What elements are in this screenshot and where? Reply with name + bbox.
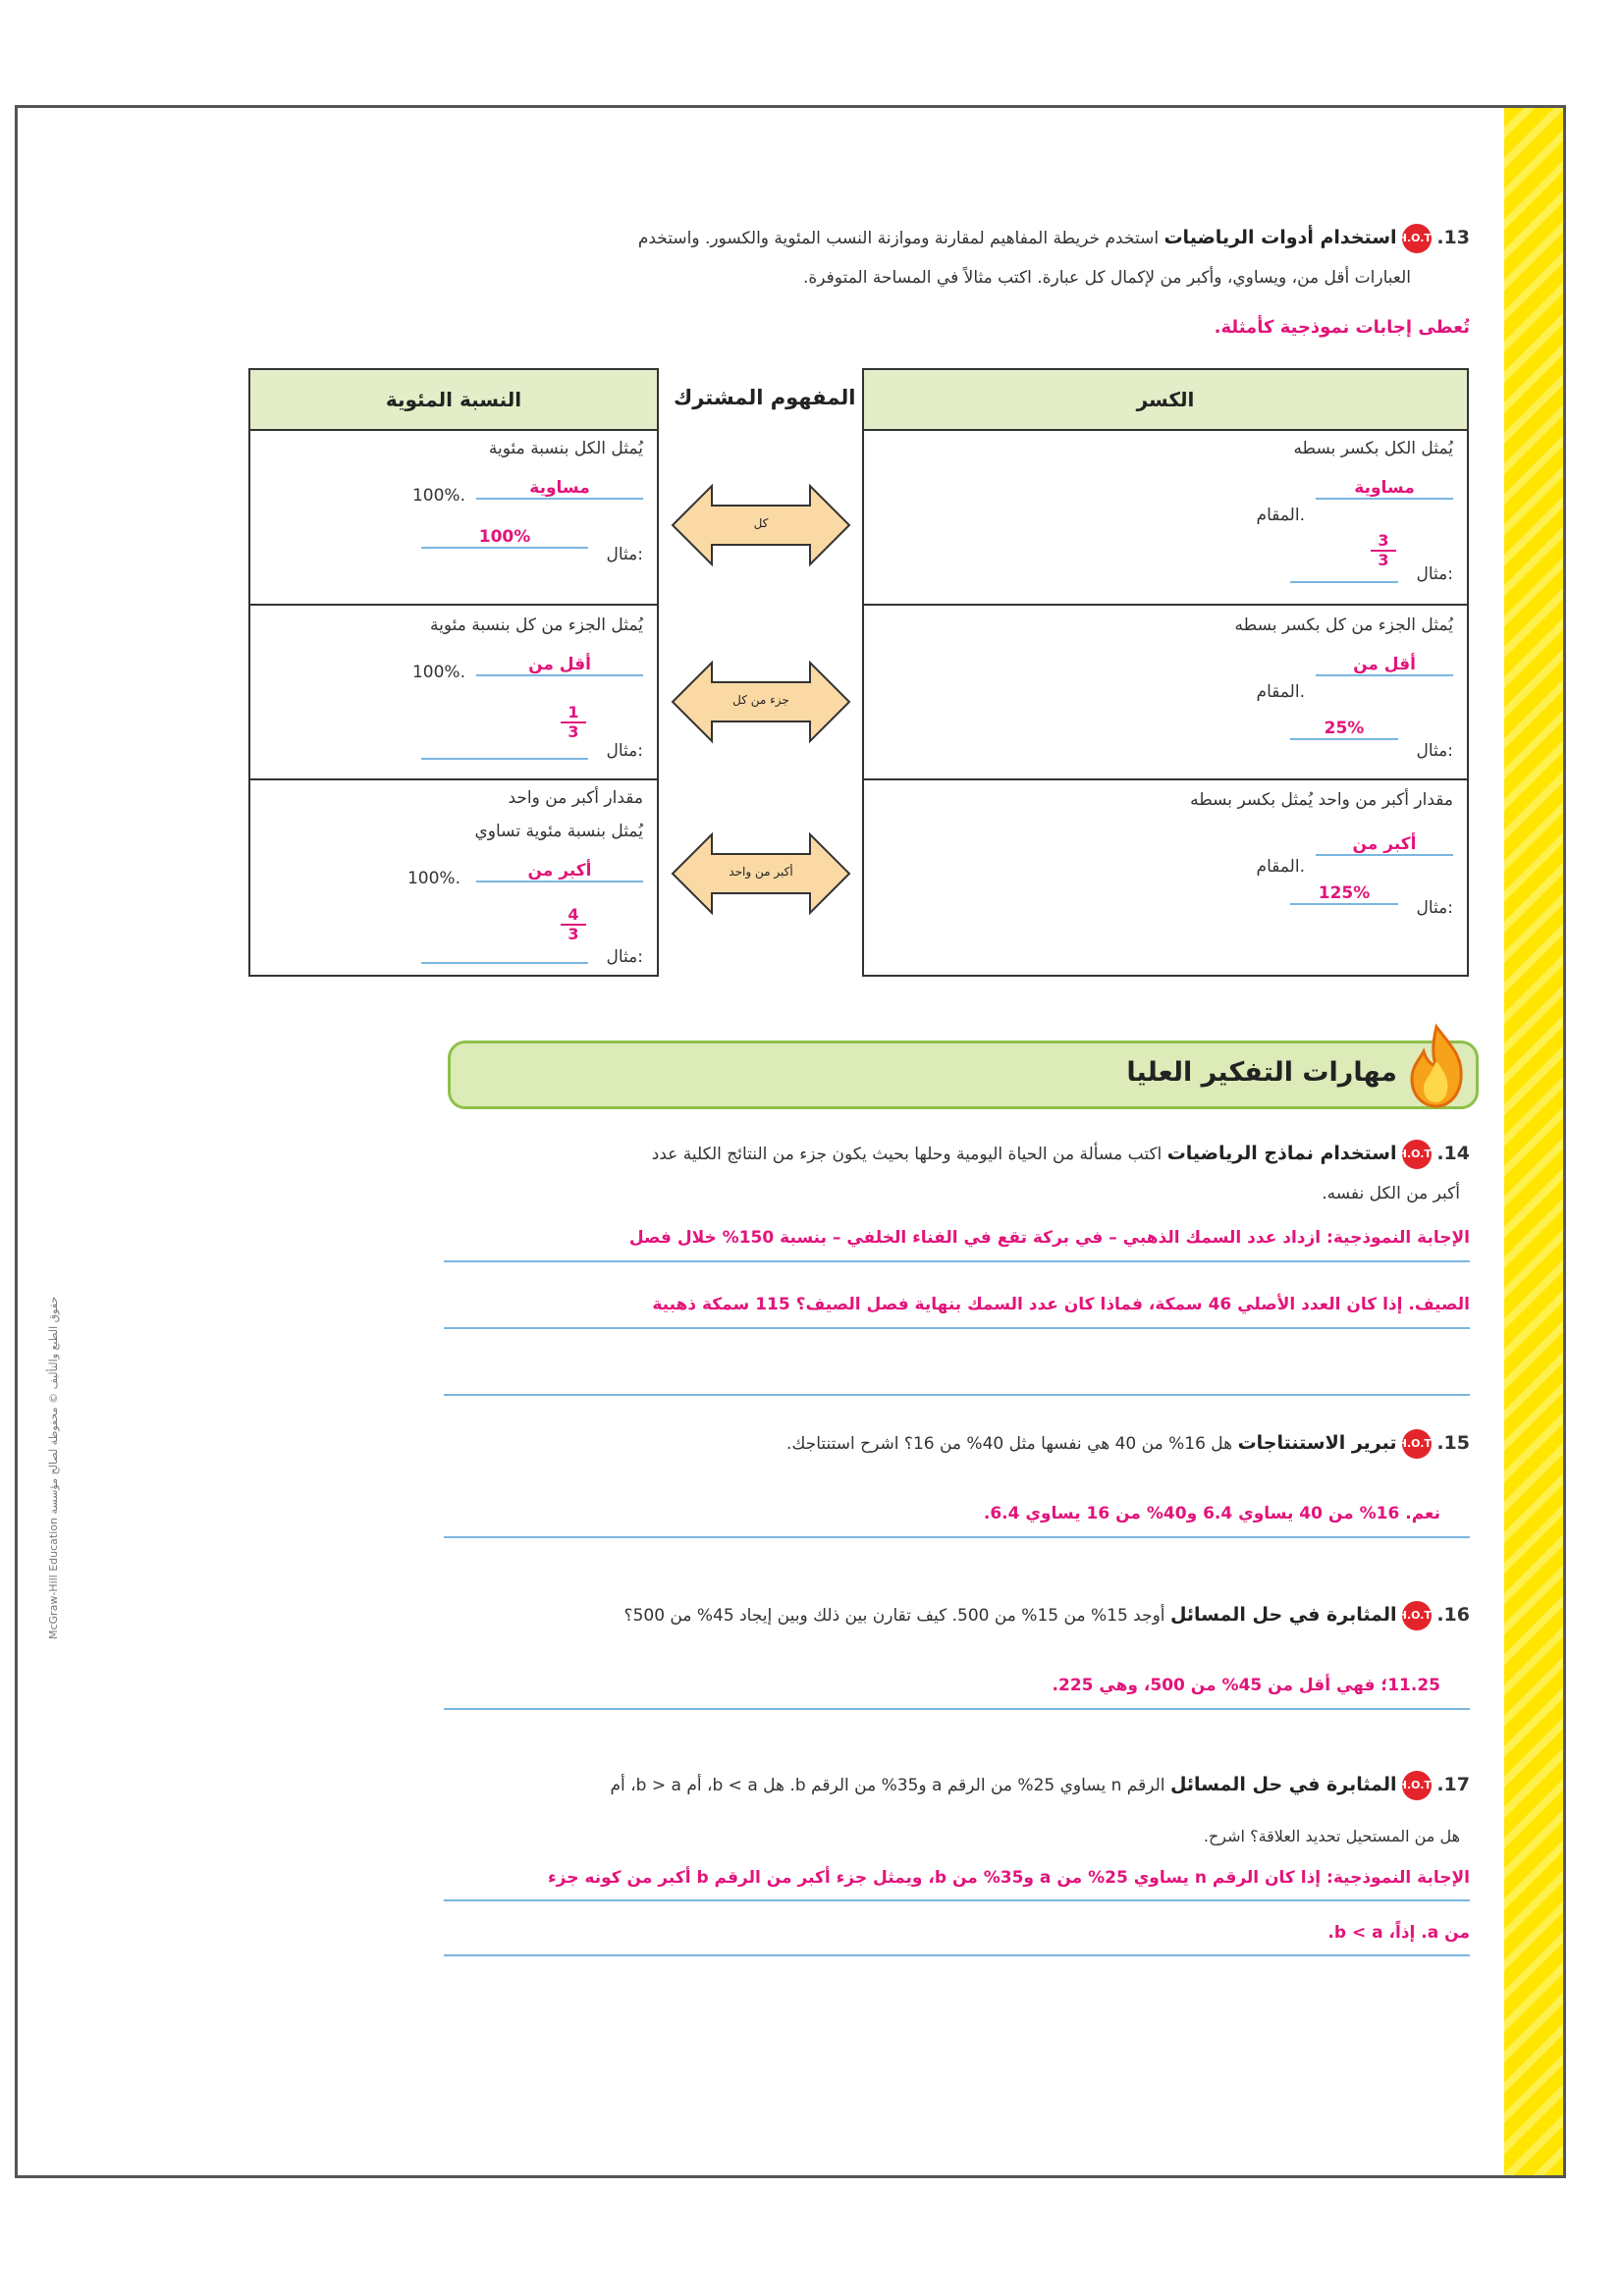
page-frame [15, 105, 1566, 2178]
denominator: 3 [568, 722, 579, 741]
fill-example[interactable]: 125% [1290, 883, 1398, 905]
yellow-side-strip [1504, 108, 1563, 2175]
question-number: 17. [1436, 1774, 1470, 1795]
example-label: مثال: [1416, 564, 1453, 584]
denominator: 3 [568, 925, 579, 943]
crown-icon: H.O.T [1402, 1429, 1432, 1459]
example-label: مثال: [1416, 898, 1453, 918]
fraction-box [862, 368, 1469, 977]
crown-icon: H.O.T [1402, 1601, 1432, 1630]
arrow-label: جزء من كل [732, 693, 789, 707]
fill-answer[interactable]: أكبر من [476, 861, 643, 882]
question-label: استخدام نماذج الرياضيات [1166, 1143, 1397, 1164]
fill-example[interactable]: 25% [1290, 719, 1398, 740]
example-label: مثال: [1416, 741, 1453, 761]
row-text: مقدار أكبر من واحد [508, 788, 643, 808]
question-13 [409, 218, 1470, 338]
fraction-example [1369, 532, 1398, 569]
row-text: يُمثل الكل بنسبة مئوية [488, 439, 643, 458]
row-text: يُمثل الكل بكسر بسطه [1293, 439, 1453, 458]
numerator: 1 [568, 703, 579, 721]
question-text: هل 16% من 40 هي نفسها مثل 40% من 16؟ اشرح استنتاجك. [786, 1434, 1233, 1454]
row-suffix: 100%. [411, 486, 465, 506]
question-16 [444, 1595, 1470, 1710]
question-text-2: العبارات أقل من، ويساوي، وأكبر من لإكمال كل عبارة. اكتب مثالاً في المساحة المتوفرة. [802, 268, 1411, 288]
question-label: المثابرة في حل المسائل [1169, 1604, 1397, 1626]
question-text: الرقم n يساوي 25% من الرقم a و35% من الرقم b. هل b < a، أم b > a، أم [610, 1776, 1165, 1795]
fraction-row-3 [864, 778, 1467, 977]
row-text: يُمثل الجزء من كل بنسبة مئوية [430, 615, 643, 635]
crown-icon: H.O.T [1402, 1771, 1432, 1800]
fraction-header: الكسر [864, 370, 1467, 431]
example-line[interactable] [421, 962, 588, 964]
question-15 [444, 1423, 1470, 1538]
copyright-credit: حقوق الطبع والتأليف © محفوظة لصالح مؤسسة McGraw-Hill Education [47, 1296, 60, 1639]
answer-line-2[interactable]: الصيف. إذا كان العدد الأصلي 46 سمكة، فماذا كان عدد السمك بنهاية فصل الصيف؟ 115 سمكة ذهبية [444, 1282, 1470, 1329]
fill-example[interactable]: 100% [421, 527, 588, 549]
percent-row-1 [250, 429, 657, 604]
question-label: المثابرة في حل المسائل [1169, 1774, 1397, 1795]
row-text: يُمثل الجزء من كل بكسر بسطه [1234, 615, 1453, 635]
double-arrow-1 [668, 481, 854, 569]
row-suffix: 100%. [411, 663, 465, 682]
arrow-label: أكبر من واحد [729, 865, 793, 879]
flame-icon [1402, 1022, 1471, 1110]
crown-icon: H.O.T [1402, 1140, 1432, 1169]
fill-answer[interactable]: مساوية [1316, 478, 1453, 500]
row-suffix: 100%. [406, 869, 460, 888]
example-line[interactable] [421, 758, 588, 760]
question-text-2: هل من المستحيل تحديد العلاقة؟ اشرح. [1203, 1827, 1460, 1845]
answer-line-3[interactable] [444, 1349, 1470, 1396]
example-label: مثال: [606, 741, 643, 761]
question-number: 14. [1436, 1143, 1470, 1164]
answer-line[interactable]: نعم. 16% من 40 يساوي 6.4 و40% من 16 يساوي 6.4. [444, 1491, 1470, 1538]
fraction-example [559, 906, 588, 943]
numerator: 3 [1378, 531, 1389, 550]
question-text: استخدم خريطة المفاهيم لمقارنة وموازنة النسب المئوية والكسور. واستخدم [637, 229, 1160, 248]
question-number: 13. [1436, 227, 1470, 248]
banner-title: مهارات التفكير العليا [1126, 1057, 1397, 1088]
question-text: أوجد 15% من 15% من 500. كيف تقارن بين ذلك وبين إيجاد 45% من 500؟ [623, 1606, 1165, 1626]
question-17 [444, 1765, 1470, 1956]
crown-icon: H.O.T [1402, 224, 1432, 253]
example-label: مثال: [606, 545, 643, 564]
answer-line-1[interactable]: الإجابة النموذجية: إذا كان الرقم n يساوي 25% من a و35% من b، ويمثل جزء أكبر من الرقم b أكبر من كونه جزء [444, 1856, 1470, 1901]
answer-line-1[interactable]: الإجابة النموذجية: ازداد عدد السمك الذهبي – في بركة تقع في الفناء الخلفي – بنسبة 150% خلال فصل [444, 1215, 1470, 1262]
question-14 [444, 1134, 1470, 1396]
example-label: مثال: [606, 947, 643, 967]
double-arrow-2 [668, 658, 854, 746]
fraction-row-2 [864, 604, 1467, 780]
arrow-label: كل [753, 516, 769, 530]
question-text: اكتب مسألة من الحياة اليومية وحلها بحيث يكون جزء من النتائج الكلية عدد [651, 1145, 1163, 1164]
row-suffix: المقام. [1256, 857, 1305, 877]
percent-row-3 [250, 778, 657, 977]
question-text-2: أكبر من الكل نفسه. [1322, 1184, 1460, 1203]
numerator: 4 [568, 905, 579, 924]
fraction-row-1 [864, 429, 1467, 604]
percent-header: النسبة المئوية [250, 370, 657, 431]
hots-banner [448, 1041, 1479, 1109]
question-number: 15. [1436, 1432, 1470, 1454]
question-label: تبرير الاستنتاجات [1237, 1432, 1397, 1454]
row-suffix: المقام. [1256, 682, 1305, 702]
fraction-example [559, 704, 588, 741]
common-concept-header: المفهوم المشترك [674, 386, 856, 409]
denominator: 3 [1378, 551, 1389, 569]
example-line[interactable] [1290, 581, 1398, 583]
fill-answer[interactable]: أقل من [476, 655, 643, 676]
answer-line[interactable]: 11.25؛ فهي أقل من 45% من 500، وهي 225. [444, 1663, 1470, 1710]
question-label: استخدام أدوات الرياضيات [1163, 227, 1397, 248]
row-text-2: يُمثل بنسبة مئوية تساوي [474, 822, 643, 841]
row-text: مقدار أكبر من واحد يُمثل بكسر بسطه [1190, 790, 1453, 810]
answer-line-2[interactable]: من a. إذاً، b < a. [444, 1911, 1470, 1956]
percent-row-2 [250, 604, 657, 780]
percent-box [248, 368, 659, 977]
double-arrow-3 [668, 829, 854, 918]
fill-answer[interactable]: مساوية [476, 478, 643, 500]
note-text: تُعطى إجابات نموذجية كأمثلة. [1214, 317, 1470, 338]
question-number: 16. [1436, 1604, 1470, 1626]
fill-answer[interactable]: أكبر من [1316, 834, 1453, 856]
row-suffix: المقام. [1256, 506, 1305, 525]
fill-answer[interactable]: أقل من [1316, 655, 1453, 676]
